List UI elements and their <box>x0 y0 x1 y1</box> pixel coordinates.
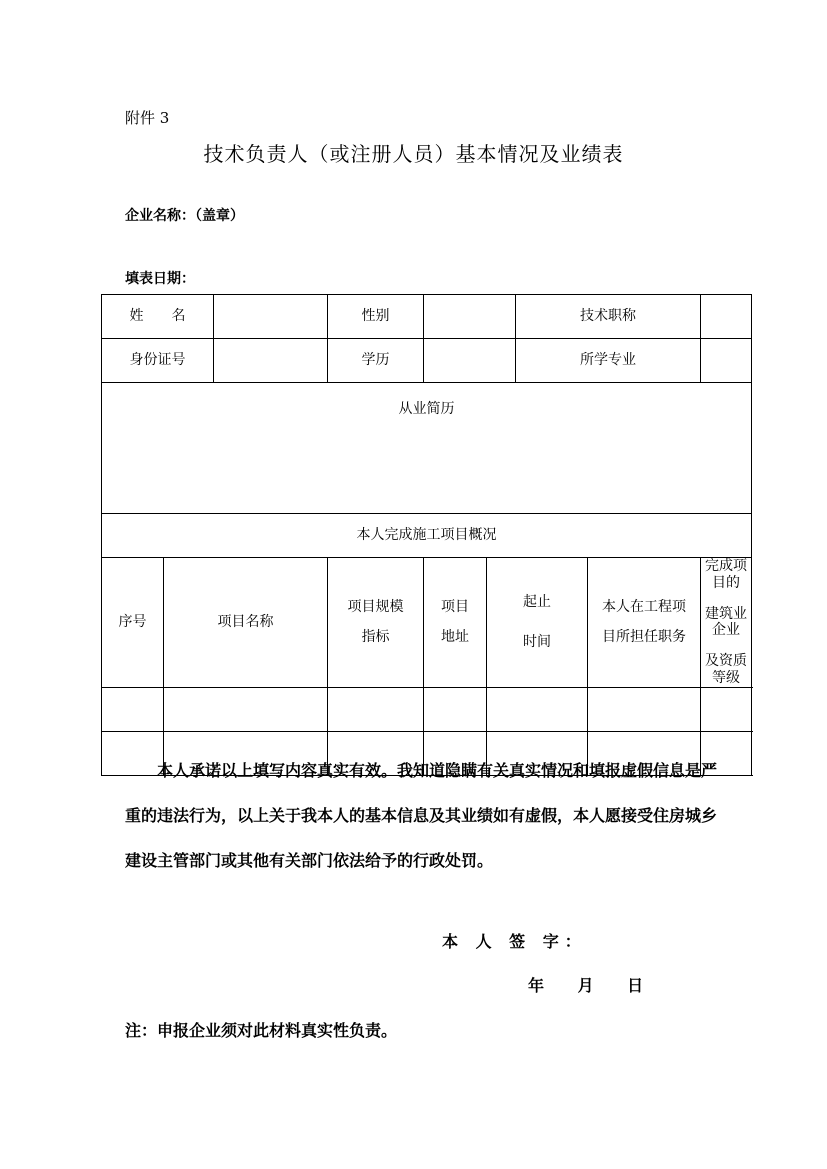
resume-cell[interactable] <box>102 383 752 514</box>
education-label: 学历 <box>328 339 424 383</box>
table-cell[interactable] <box>328 687 424 731</box>
col-project-name-header: 项目名称 <box>164 558 328 688</box>
document-title: 技术负责人（或注册人员）基本情况及业绩表 <box>203 142 624 166</box>
footnote: 注：申报企业须对此材料真实性负责。 <box>125 1021 398 1040</box>
id-number-value-cell[interactable] <box>214 339 328 383</box>
table-row <box>102 687 752 731</box>
signature-date-line: 年 月 日 <box>528 976 644 995</box>
role-line-1: 本人在工程项 <box>602 598 686 615</box>
period-line-1: 起止 <box>523 593 551 610</box>
table-cell[interactable] <box>164 687 328 731</box>
gender-value-cell[interactable] <box>424 295 516 339</box>
col-role-header <box>588 558 701 688</box>
scale-line-2: 指标 <box>361 629 390 646</box>
resume-label: 从业简历 <box>398 401 455 417</box>
col-qualification-header <box>701 558 752 688</box>
name-value-cell[interactable] <box>214 295 328 339</box>
gender-label: 性别 <box>328 295 424 339</box>
table-cell[interactable] <box>588 687 701 731</box>
company-name-label: 企业名称：（盖章） <box>125 208 244 224</box>
qual-line-2: 建筑业企业 <box>705 605 747 639</box>
signature-label: 本 人 签 字： <box>442 932 587 951</box>
col-project-scale-header <box>328 558 424 688</box>
education-value-cell[interactable] <box>424 339 516 383</box>
attachment-label: 附件 3 <box>125 109 170 127</box>
tech-title-value-cell[interactable] <box>701 295 752 339</box>
name-label: 姓 名 <box>102 295 214 339</box>
pledge-text: 本人承诺以上填写内容真实有效。我知道隐瞒有关真实情况和填报虚假信息是严重的违法行为，以上关于我本人的基本信息及其业绩如有虚假，本人愿接受住房城乡建设主管部门或其他有关部门依法给予的行政处罚。 <box>125 761 718 870</box>
table-cell[interactable] <box>102 687 164 731</box>
id-number-label: 身份证号 <box>102 339 214 383</box>
table-cell[interactable] <box>701 687 752 731</box>
table-cell[interactable] <box>424 687 487 731</box>
projects-section-title: 本人完成施工项目概况 <box>102 514 752 558</box>
info-form-table <box>101 294 752 776</box>
col-period-header <box>487 558 588 688</box>
major-value-cell[interactable] <box>701 339 752 383</box>
address-line-1: 项目 <box>441 598 469 615</box>
scale-line-1: 项目规模 <box>347 598 404 615</box>
col-seq-header: 序号 <box>102 558 164 688</box>
col-project-address-header <box>424 558 487 688</box>
major-label: 所学专业 <box>516 339 701 383</box>
table-cell[interactable] <box>487 687 588 731</box>
period-line-2: 时间 <box>523 634 551 651</box>
fill-date-label: 填表日期： <box>125 271 195 287</box>
pledge-statement <box>125 748 725 883</box>
tech-title-label: 技术职称 <box>516 295 701 339</box>
qual-line-3: 及资质等级 <box>705 653 747 686</box>
role-line-2: 目所担任职务 <box>602 629 686 646</box>
qual-line-1: 完成项目的 <box>705 558 747 591</box>
address-line-2: 地址 <box>441 629 469 646</box>
